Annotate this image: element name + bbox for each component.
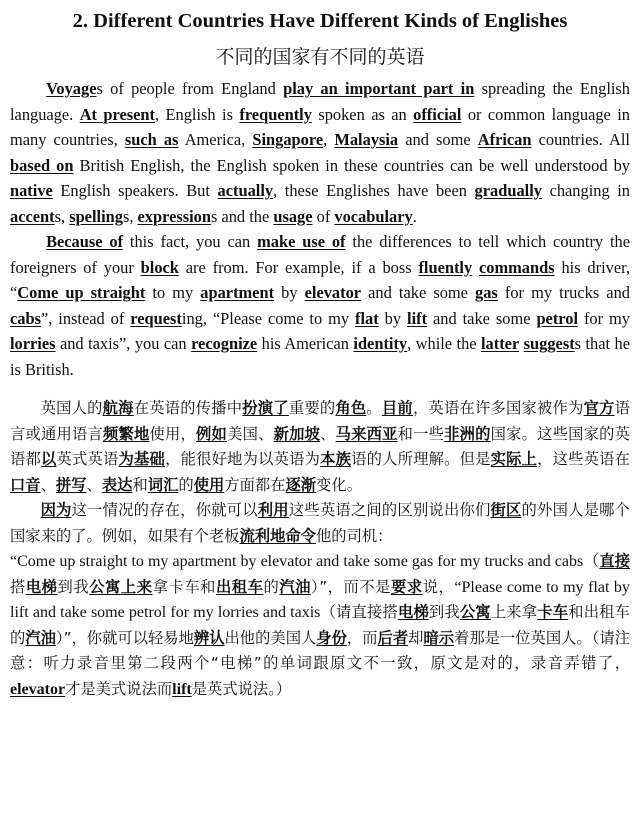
text-run: . (412, 206, 417, 226)
text-run: 、 (86, 475, 102, 494)
text-run: 说， (422, 577, 455, 596)
vocabulary-term: 航海 (102, 399, 134, 417)
text-run: 英国人的 (40, 399, 103, 417)
vocabulary-term: Voyage (46, 79, 97, 98)
text-run: are from. For example, if a boss (178, 257, 419, 277)
vocabulary-term: identity (353, 334, 408, 353)
text-run: ）”，而不是 (311, 577, 392, 596)
chinese-text (10, 396, 630, 702)
vocabulary-term: lift (407, 308, 428, 328)
text-run: 重要的 (288, 399, 336, 417)
text-run: 语言或通用语言 (10, 399, 630, 443)
text-run: ，而 (346, 628, 378, 647)
text-run: s and the (210, 206, 274, 226)
text-run (472, 258, 479, 277)
text-run: 方面都在 (224, 475, 286, 494)
text-run: 到我 (57, 577, 90, 596)
page-subtitle: 不同的国家有不同的英语 (215, 46, 425, 68)
vocabulary-term: 表达 (101, 475, 133, 494)
text-run: , English is (155, 104, 240, 124)
text-run: 的 (263, 577, 280, 596)
text-run: 上来拿 (490, 603, 538, 621)
text-run: 搭 (10, 577, 26, 596)
vocabulary-term: 非洲的 (444, 424, 491, 443)
vocabulary-term: latter (481, 334, 520, 353)
vocabulary-term: 本族 (320, 450, 352, 468)
text-run: s of people from England (96, 79, 284, 98)
vocabulary-term: 频繁地 (103, 424, 150, 443)
vocabulary-term: 身份 (316, 628, 347, 647)
chinese-paragraph-2 (10, 498, 630, 549)
vocabulary-term: 新加坡 (273, 424, 321, 443)
vocabulary-term: 角色 (335, 399, 367, 417)
text-run: 这些英语之间的区别说出你们 (288, 501, 491, 519)
text-run: 这一情况的存在，你就可以 (71, 501, 258, 519)
vocabulary-term: usage (273, 206, 313, 226)
text-run: 、 (40, 475, 56, 494)
text-run: or common language in many countries, (10, 104, 630, 149)
text-run: and take some (361, 283, 476, 302)
text-run: 才是美式说法而 (65, 679, 173, 698)
vocabulary-term: fluently (418, 257, 473, 277)
text-run: spreading the English language. (10, 79, 631, 124)
text-run: America, (178, 130, 253, 149)
vocabulary-term: apartment (200, 283, 275, 302)
text-run: countries. All (531, 130, 630, 149)
vocabulary-term: 扮演了 (242, 399, 289, 417)
text-run: changing in (541, 181, 631, 200)
vocabulary-term: 例如 (196, 424, 228, 443)
vocabulary-term: 暗示 (423, 628, 455, 647)
vocabulary-term: gradually (474, 181, 542, 200)
text-run: ，这些英语在 (537, 450, 630, 468)
vocabulary-term: 拼写 (55, 475, 87, 494)
vocabulary-term: lorries (10, 334, 56, 353)
vocabulary-term: 马来西亚 (335, 424, 398, 443)
vocabulary-term: request (130, 308, 182, 328)
vocabulary-term: 公寓 (459, 603, 491, 621)
text-run: ing, “Please come to my (181, 308, 356, 328)
text-run: ）”，你就可以轻易地 (55, 628, 194, 647)
text-run: 是英式说法。） (191, 679, 292, 698)
text-run: 的外国人是哪个国家来的了。例如，如果有个老板 (10, 501, 630, 545)
text-run: 出他的美国人 (224, 628, 317, 647)
english-paragraph-1 (10, 76, 630, 229)
page-title: 2. Different Countries Have Different Kinds of Englishes (72, 10, 568, 32)
text-run: his driver, “ (10, 257, 630, 302)
vocabulary-term: official (413, 104, 462, 124)
vocabulary-term: 要求 (391, 577, 423, 596)
vocabulary-term: 公寓 (89, 577, 121, 596)
text-run: his American (257, 334, 354, 353)
vocabulary-term: block (140, 257, 179, 277)
text-run: to my (145, 283, 201, 302)
vocabulary-term: 电梯 (397, 603, 429, 621)
vocabulary-term: 实际上 (490, 450, 538, 468)
text-run: ，能很好地为以英语为 (165, 450, 321, 468)
text-run: 在英语的传播中 (133, 399, 243, 417)
vocabulary-term: frequently (239, 104, 312, 124)
vocabulary-term: 后者 (377, 628, 409, 647)
text-run: 和 (132, 475, 148, 494)
english-paragraph-2 (10, 229, 630, 382)
text-run: British English, the English spoken in these countries can be well understood by (73, 155, 630, 175)
text-run: 和出租车的 (10, 603, 630, 647)
vocabulary-term: Singapore (252, 130, 324, 149)
text-run: s that he is British. (10, 334, 630, 379)
text-run: 。 (366, 399, 382, 417)
text-run: by (274, 283, 305, 302)
text-run: , while the (407, 334, 481, 353)
text-run: for my (578, 308, 630, 328)
vocabulary-term: vocabulary (334, 206, 413, 226)
text-run: 拿卡车和 (152, 577, 216, 596)
vocabulary-term: 因为 (40, 501, 72, 519)
text-run: and take some (427, 308, 537, 328)
text-run: ”, instead of (40, 308, 131, 328)
text-run: spoken as an (311, 104, 414, 124)
vocabulary-term: gas (475, 283, 498, 302)
chinese-paragraph-3 (10, 549, 630, 702)
text-run: of (312, 206, 335, 226)
vocabulary-term: expression (137, 206, 211, 226)
vocabulary-term: make use of (257, 232, 346, 251)
text-run: “Please come to my flat by lift and take some petrol for my lorries and taxis (10, 578, 630, 621)
text-run: and taxis”, you can (55, 334, 192, 353)
vocabulary-term: Come up straight (17, 283, 146, 302)
text-run: and some (398, 130, 478, 149)
text-run: 他的司机： (315, 526, 393, 545)
english-text (10, 76, 630, 382)
vocabulary-term: based on (10, 155, 74, 175)
vocabulary-term: cabs (10, 308, 41, 328)
vocabulary-term: 逐渐 (285, 475, 317, 494)
vocabulary-term: 直接 (599, 552, 630, 570)
vocabulary-term: 上来 (120, 577, 153, 596)
text-run: , these Englishes have been (273, 181, 475, 200)
text-run: for my trucks and (497, 283, 630, 302)
vocabulary-term: suggest (523, 334, 575, 353)
text-run: 变化。 (316, 475, 363, 494)
vocabulary-term: 以 (41, 450, 57, 468)
text-run: ，英语在许多国家被作为 (412, 399, 584, 417)
vocabulary-term: 使用 (193, 475, 225, 494)
text-run: 到我 (428, 603, 460, 621)
text-run: 的 (178, 475, 194, 494)
vocabulary-term: 流利地命令 (239, 526, 316, 545)
text-run: 英式英语 (56, 450, 119, 468)
vocabulary-term: Malaysia (334, 130, 399, 149)
vocabulary-term: flat (355, 308, 379, 328)
vocabulary-term: 口音 (10, 475, 41, 494)
vocabulary-term: recognize (191, 334, 258, 353)
vocabulary-term: 汽油 (279, 577, 311, 596)
vocabulary-term: At present (79, 104, 155, 124)
text-run: 、 (320, 424, 336, 443)
vocabulary-term: 官方 (583, 399, 615, 417)
vocabulary-term: native (10, 181, 53, 200)
text-run: s, (54, 206, 70, 226)
text-run: , (323, 130, 335, 149)
vocabulary-term: 目前 (381, 399, 413, 417)
vocabulary-term: petrol (536, 308, 579, 328)
text-run: 着那是一位英国人。（请注意：听力录音里第二段两个“电梯”的单词跟原文不一致，原文是对的，录音弄错了， (10, 628, 630, 672)
vocabulary-term: 利用 (257, 501, 289, 519)
text-run: “Come up straight to my apartment by elevator and take some gas for my trucks and cabs（ (10, 553, 600, 570)
text-run: 却 (408, 628, 424, 647)
text-run: （请直接搭 (320, 603, 398, 621)
vocabulary-term: African (477, 130, 532, 149)
text-run: English speakers. But (52, 181, 218, 200)
text-run: 美国、 (227, 424, 274, 443)
vocabulary-term: Because of (46, 232, 124, 251)
text-run: 语的人所理解。但是 (351, 450, 491, 468)
vocabulary-term: 卡车 (537, 603, 569, 621)
vocabulary-term: 词汇 (147, 475, 179, 494)
vocabulary-term: 电梯 (25, 577, 58, 596)
text-run: this fact, you can (123, 232, 258, 251)
vocabulary-term: 汽油 (25, 628, 56, 647)
vocabulary-term: elevator (304, 283, 362, 302)
vocabulary-term: such as (124, 130, 179, 149)
vocabulary-term: accent (10, 206, 55, 226)
vocabulary-term: 为基础 (118, 450, 166, 468)
vocabulary-term: 街区 (490, 501, 522, 519)
vocabulary-term: elevator (10, 680, 66, 698)
text-run: s, (122, 206, 138, 226)
vocabulary-term: 出租车 (215, 577, 264, 596)
text-run: the differences to tell which country the foreigners of your (10, 232, 631, 277)
vocabulary-term: play an important part in (283, 79, 475, 98)
vocabulary-term: actually (217, 181, 274, 200)
chinese-paragraph-1 (10, 396, 630, 498)
text-run: 国家。这些国家的英语都 (10, 424, 630, 468)
vocabulary-term: commands (479, 257, 555, 277)
vocabulary-term: 辨认 (193, 628, 225, 647)
text-run: 使用， (149, 424, 197, 443)
vocabulary-term: lift (172, 680, 192, 698)
vocabulary-term: spelling (69, 206, 123, 226)
text-run: by (378, 308, 408, 328)
text-run: 和一些 (397, 424, 445, 443)
